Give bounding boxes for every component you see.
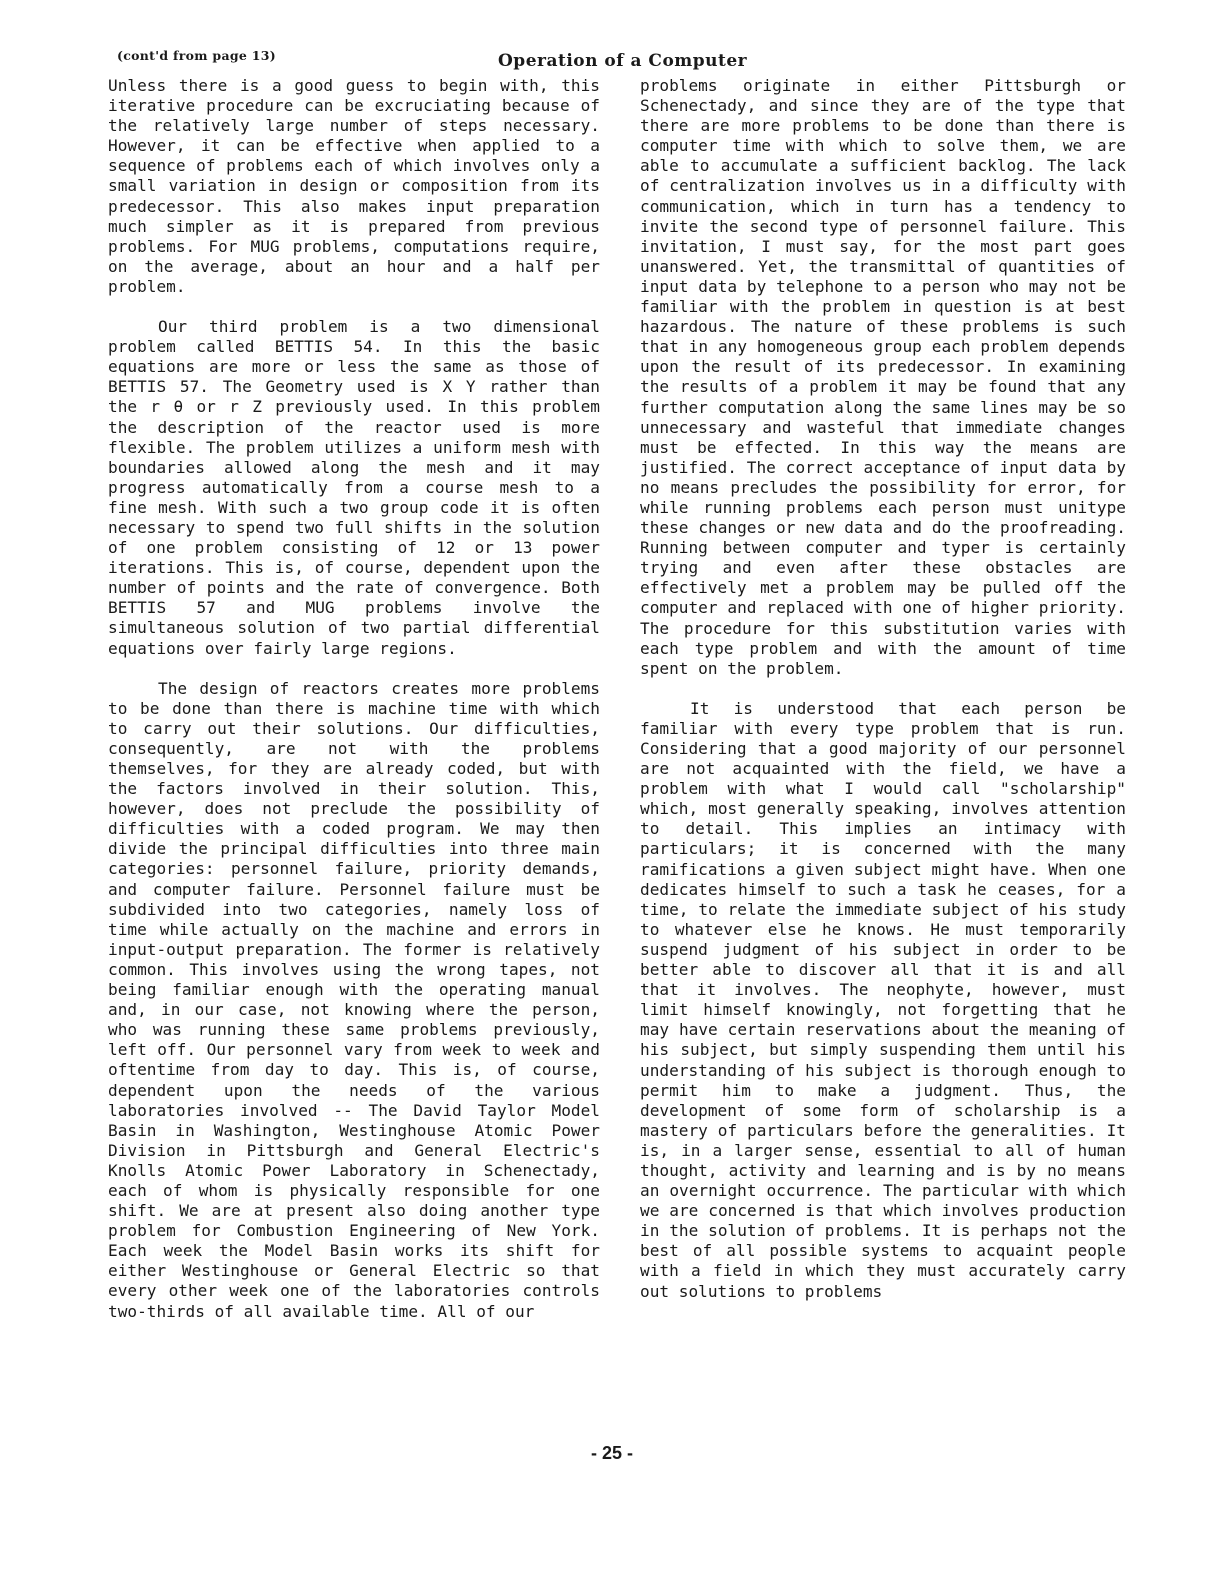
paragraph: Our third problem is a two dimensional problem called BETTIS 54. In this the basic equations are more or less the same as those of BETTIS 57. The Geometry used is X Y rather than the r θ or r Z previously used. In this problem the description of the reactor used is more flexible. The problem utilizes a uniform mesh with boundaries allowed along the mesh and it may progress automatically from a course mesh to a fine mesh. With such a two group code it is often necessary to spend two full shifts in the solution of one problem consisting of 12 or 13 power iterations. This is, of course, dependent upon the number of points and the rate of convergence. Both BETTIS 57 and MUG problems involve the simultaneous solution of two partial differential equations over fairly large regions. <box>108 317 600 658</box>
paragraph: It is understood that each person be familiar with every type problem that is run. Considering that a good majority of our personnel are not acquainted with the field, we have a problem with what I would call "scholarship" which, most generally speaking, involves attention to detail. This implies an intimacy with particulars; it is concerned with the many ramifications a given subject might have. When one dedicates himself to such a task he ceases, for a time, to relate the immediate subject of his study to whatever else he knows. He must temporarily suspend judgment of his subject in order to be better able to discover all that it is and all that it involves. The neophyte, however, must limit himself knowingly, not forgetting that he may have certain reservations about the meaning of his subject, but simply suspending them until his understanding of his subject is thorough enough to permit him to make a judgment. Thus, the development of some form of scholarship is a mastery of particulars before the generalities. It is, in a larger sense, essential to all of human thought, activity and learning and is by no means an overnight occurrence. The particular with which we are concerned is that which involves production in the solution of problems. It is perhaps not the best of all possible systems to acquaint people with a field in which they must accurately carry out solutions to problems <box>640 698 1126 1301</box>
continued-note: (cont'd from page 13) <box>117 48 277 63</box>
paragraph: The design of reactors creates more problems to be done than there is machine time with which to carry out their solutions. Our difficulties, consequently, are not with the problems themselves, for they are already coded, but with the factors involved in their solution. This, however, does not preclude the possibility of difficulties with a coded program. We may then divide the principal difficulties into three main categories: personnel failure, priority demands, and computer failure. Personnel failure must be subdivided into two categories, namely loss of time while actually on the machine and errors in input-output preparation. The former is relatively common. This involves using the wrong tapes, not being familiar enough with the operating manual and, in our case, not knowing where the person, who was running these same problems previously, left off. Our personnel vary from week to week and oftentime from day to day. This is, of course, dependent upon the needs of the various laboratories involved -- The David Taylor Model Basin in Washington, Westinghouse Atomic Power Division in Pittsburgh and General Electric's Knolls Atomic Power Laboratory in Schenectady, each of whom is physically responsible for one shift. We are at present also doing another type problem for Combustion Engineering of New York. Each week the Model Basin works its shift for either Westinghouse or General Electric so that every other week one of the laboratories controls two-thirds of all available time. All of our <box>108 678 600 1321</box>
page-number: - 25 - <box>590 1443 633 1463</box>
paragraph: problems originate in either Pittsburgh or Schenectady, and since they are of the type that there are more problems to be done than there is computer time with which to solve them, we are able to accumulate a sufficient backlog. The lack of centralization involves us in a difficulty with communication, which in turn has a tendency to invite the second type of personnel failure. This invitation, I must say, for the most part goes unanswered. Yet, the transmittal of quantities of input data by telephone to a person who may not be familiar with the problem in question is at best hazardous. The nature of these problems is such that in any homogeneous group each problem depends upon the result of its predecessor. In examining the results of a problem it may be found that any further computation along the same lines may be so unnecessary and wasteful that immediate changes must be effected. In this way the means are justified. The correct acceptance of input data by no means precludes the possibility for error, for while running problems each person must unitype these changes or new data and do the proofreading. Running between computer and typer is certainly trying and even after these obstacles are effectively met a problem may be pulled off the computer and replaced with one of higher priority. The procedure for this substitution varies with each type problem and with the amount of time spent on the problem. <box>640 76 1126 678</box>
paragraph: Unless there is a good guess to begin with, this iterative procedure can be excruciating because of the relatively large number of steps necessary. However, it can be effective when applied to a sequence of problems each of which involves only a small variation in design or composition from its predecessor. This also makes input preparation much simpler as it is prepared from previous problems. For MUG problems, computations require, on the average, about an hour and a half per problem. <box>108 76 600 296</box>
right-column <box>640 76 1126 1302</box>
left-column <box>108 76 600 1322</box>
running-title: Operation of a Computer <box>498 51 748 71</box>
